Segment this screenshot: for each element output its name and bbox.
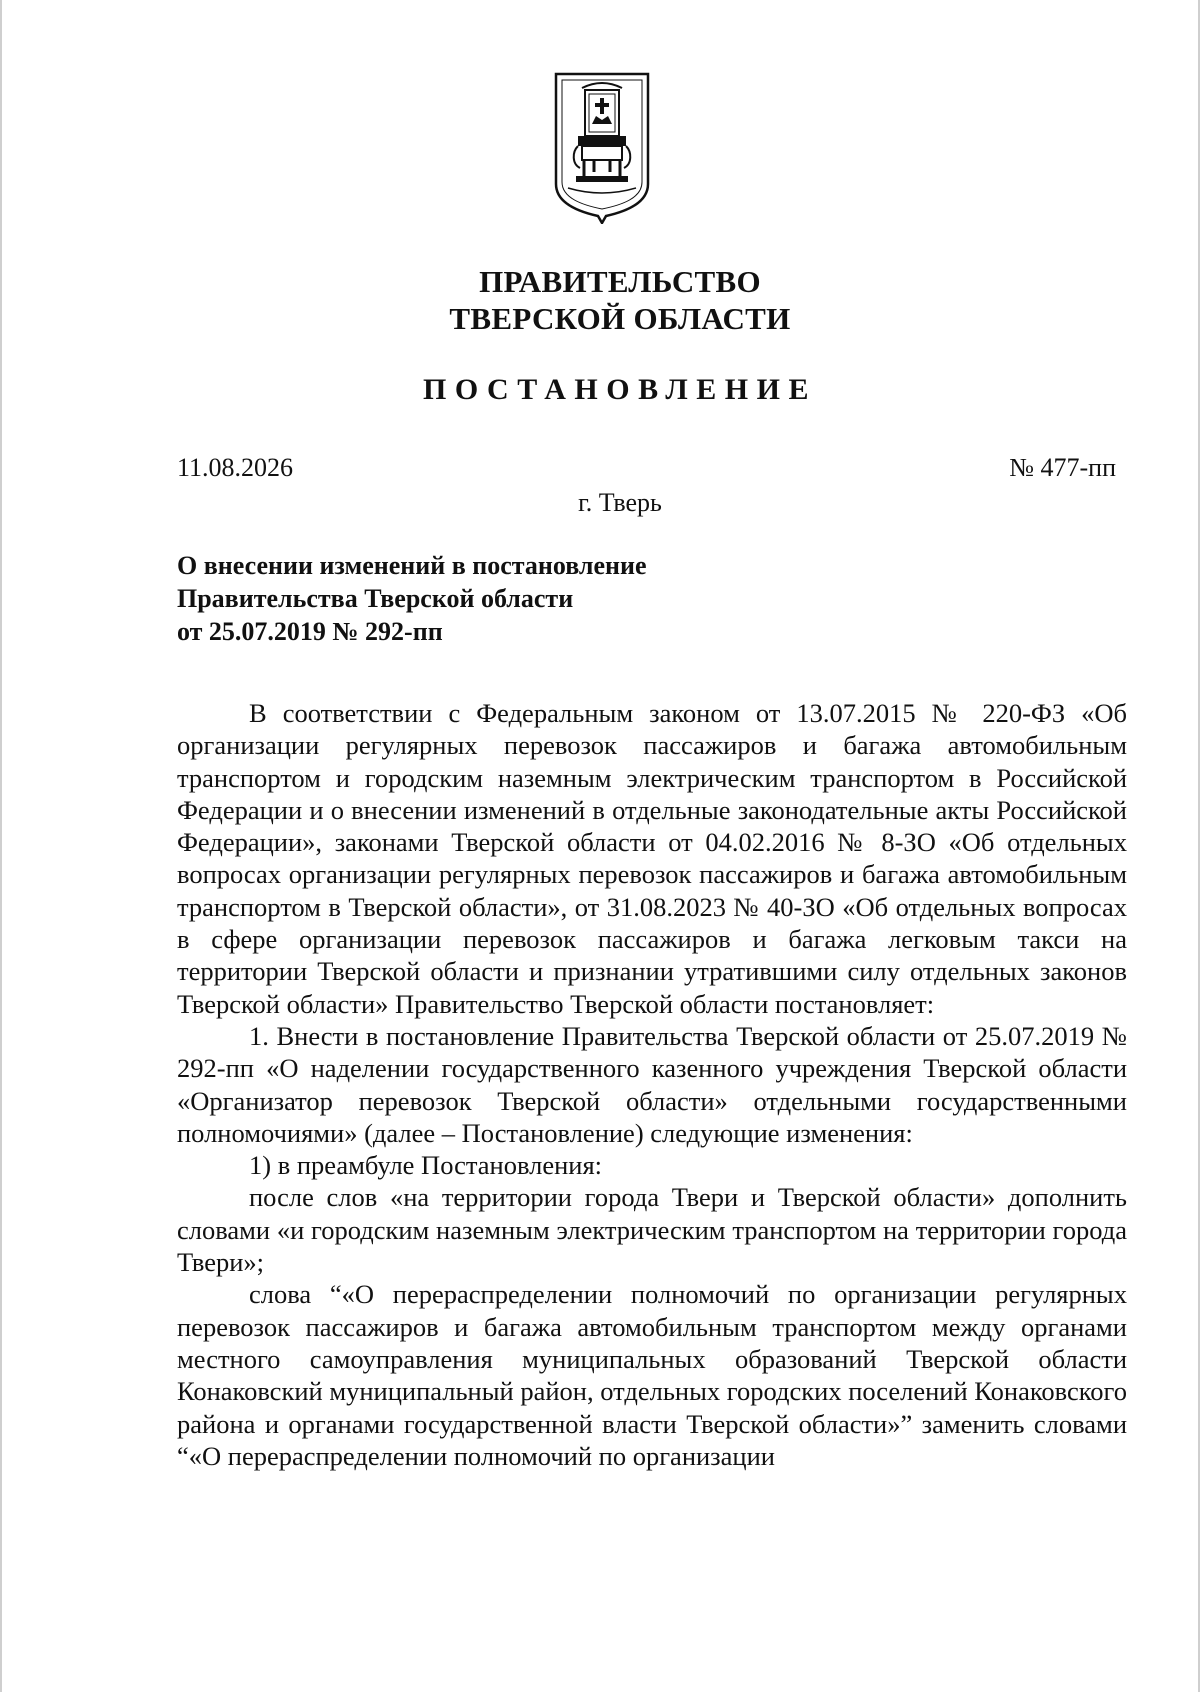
scan-edge-left	[0, 0, 2, 1692]
document-subject	[177, 549, 647, 648]
body-paragraph: 1. Внести в постановление Правительства Тверской области от 25.07.2019 № 292-пп «О наделении государственного казенного учреждения Тверской области «Организатор перевозок Тверской области» отдельными государственными полномочиями» (далее – Постановление) следующие изменения:	[177, 1020, 1127, 1148]
government-name-line1: ПРАВИТЕЛЬСТВО	[479, 264, 761, 299]
subject-line: О внесении изменений в постановление	[177, 551, 647, 580]
body-paragraph: слова “«О перераспределении полномочий по организации регулярных перевозок пассажиров и багажа автомобильным транспортом между органами местного самоуправления муниципальных образований Тверской области Конаковский муниципальный район, отдельных городских поселений Конаковского района и органами государственной власти Тверской области»” заменить словами “«О перераспределении полномочий по организации	[177, 1279, 1127, 1471]
tver-region-coat-of-arms-icon	[554, 72, 650, 224]
document-date: 11.08.2026	[177, 453, 294, 482]
body-paragraph: В соответствии с Федеральным законом от 13.07.2015 № 220-ФЗ «Об организации регулярных перевозок пассажиров и багажа автомобильным транспортом и городским наземным электрическим транспортом в Российской Федерации и о внесении изменений в отдельные законодательные акты Российской Федерации», законами Тверской области от 04.02.2016 № 8-ЗО «Об отдельных вопросах организации регулярных перевозок пассажиров и багажа автомобильным транспортом в Тверской области», от 31.08.2023 № 40-ЗО «Об отдельных вопросах в сфере организации перевозок пассажиров и багажа легковым такси на территории Тверской области и признании утратившими силу отдельных законов Тверской области» Правительство Тверской области постановляет:	[177, 698, 1127, 1019]
document-type-heading: ПОСТАНОВЛЕНИЕ	[423, 373, 817, 406]
subject-line: от 25.07.2019 № 292-пп	[177, 617, 443, 646]
body-paragraph: 1) в преамбуле Постановления:	[249, 1150, 603, 1181]
document-city: г. Тверь	[578, 488, 662, 517]
body-paragraph: после слов «на территории города Твери и Тверской области» дополнить словами «и городским наземным электрическим транспортом на территории города Твери»;	[177, 1182, 1127, 1278]
government-name-line2: ТВЕРСКОЙ ОБЛАСТИ	[449, 301, 791, 336]
document-number: № 477-пп	[1009, 453, 1116, 482]
document-body	[177, 697, 1127, 1472]
subject-line: Правительства Тверской области	[177, 584, 574, 613]
